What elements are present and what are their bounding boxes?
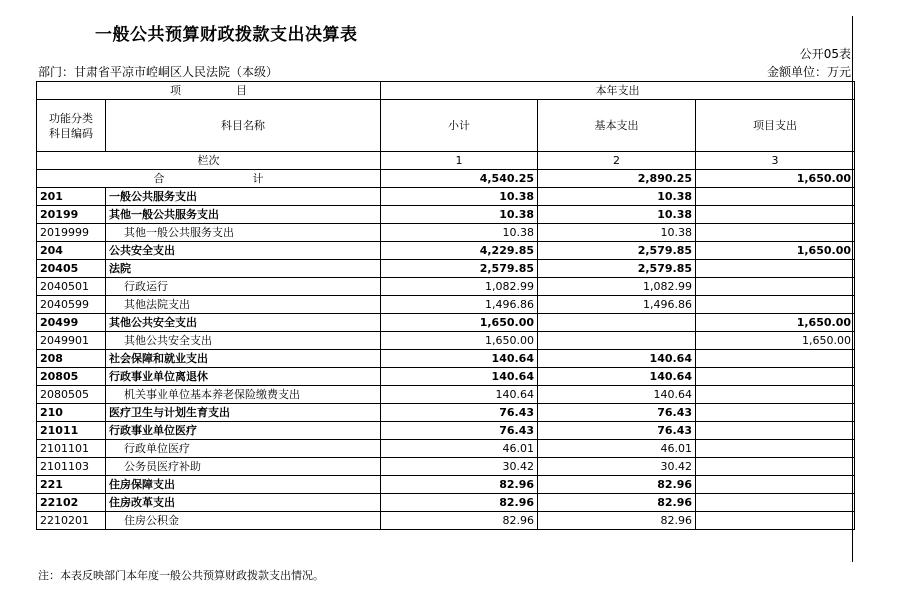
row-code: 2080505 — [37, 386, 106, 404]
table-row — [37, 188, 855, 206]
row-name: 行政单位医疗 — [106, 440, 381, 458]
column-sequence-row — [37, 152, 855, 170]
row-subtotal: 82.96 — [381, 494, 538, 512]
row-basic: 82.96 — [538, 476, 696, 494]
current-year-header: 本年支出 — [381, 82, 855, 100]
row-name: 其他一般公共服务支出 — [106, 206, 381, 224]
unit-label: 金额单位：万元 — [766, 65, 851, 79]
footnote: 注：本表反映部门本年度一般公共预算财政拨款支出情况。 — [38, 569, 324, 582]
row-project — [696, 476, 855, 494]
row-project — [696, 188, 855, 206]
table-row — [37, 314, 855, 332]
row-code: 20805 — [37, 368, 106, 386]
row-subtotal: 2,579.85 — [381, 260, 538, 278]
row-project — [696, 278, 855, 296]
row-name: 住房保障支出 — [106, 476, 381, 494]
row-subtotal: 10.38 — [381, 188, 538, 206]
row-code: 20405 — [37, 260, 106, 278]
table-row — [37, 278, 855, 296]
row-code: 210 — [37, 404, 106, 422]
row-code: 221 — [37, 476, 106, 494]
row-project — [696, 260, 855, 278]
table-row — [37, 368, 855, 386]
table-row — [37, 476, 855, 494]
row-project — [696, 350, 855, 368]
form-number: 公开05表 — [799, 47, 851, 61]
row-name: 住房改革支出 — [106, 494, 381, 512]
table-row — [37, 296, 855, 314]
row-subtotal: 140.64 — [381, 386, 538, 404]
basic-header: 基本支出 — [538, 100, 696, 152]
row-subtotal: 10.38 — [381, 224, 538, 242]
row-subtotal: 140.64 — [381, 368, 538, 386]
row-subtotal: 1,650.00 — [381, 332, 538, 350]
table-row — [37, 494, 855, 512]
table-row — [37, 404, 855, 422]
row-project: 1,650.00 — [696, 242, 855, 260]
row-name: 社会保障和就业支出 — [106, 350, 381, 368]
row-basic: 76.43 — [538, 422, 696, 440]
row-project — [696, 296, 855, 314]
row-project — [696, 440, 855, 458]
row-basic: 10.38 — [538, 224, 696, 242]
header-row-1 — [37, 82, 855, 100]
row-basic — [538, 332, 696, 350]
row-subtotal: 82.96 — [381, 476, 538, 494]
row-code: 2040599 — [37, 296, 106, 314]
row-project — [696, 404, 855, 422]
col3-number: 3 — [696, 152, 855, 170]
row-name: 其他一般公共服务支出 — [106, 224, 381, 242]
table-row — [37, 242, 855, 260]
row-code: 21011 — [37, 422, 106, 440]
row-name: 行政事业单位离退休 — [106, 368, 381, 386]
header-row-2 — [37, 100, 855, 152]
col2-number: 2 — [538, 152, 696, 170]
row-project — [696, 386, 855, 404]
row-project — [696, 494, 855, 512]
row-subtotal: 1,496.86 — [381, 296, 538, 314]
total-project: 1,650.00 — [696, 170, 855, 188]
expenditure-table — [36, 81, 855, 530]
row-name: 医疗卫生与计划生育支出 — [106, 404, 381, 422]
row-name: 其他公共安全支出 — [106, 314, 381, 332]
row-project — [696, 224, 855, 242]
row-project: 1,650.00 — [696, 332, 855, 350]
row-code: 22102 — [37, 494, 106, 512]
func-code-header-text: 功能分类 科目编码 — [49, 111, 93, 140]
subject-name-header: 科目名称 — [106, 100, 381, 152]
row-name: 其他法院支出 — [106, 296, 381, 314]
row-basic: 1,496.86 — [538, 296, 696, 314]
column-sequence-label: 栏次 — [37, 152, 381, 170]
department-label: 部门：甘肃省平凉市崆峒区人民法院（本级） — [38, 65, 279, 79]
row-subtotal: 76.43 — [381, 404, 538, 422]
row-name: 其他公共安全支出 — [106, 332, 381, 350]
row-basic: 76.43 — [538, 404, 696, 422]
row-project — [696, 206, 855, 224]
table-row — [37, 422, 855, 440]
item-header: 项 目 — [37, 82, 381, 100]
row-basic: 46.01 — [538, 440, 696, 458]
row-basic: 1,082.99 — [538, 278, 696, 296]
row-project — [696, 458, 855, 476]
table-row — [37, 512, 855, 530]
table-row — [37, 206, 855, 224]
row-basic: 140.64 — [538, 386, 696, 404]
row-name: 法院 — [106, 260, 381, 278]
row-subtotal: 1,650.00 — [381, 314, 538, 332]
row-name: 机关事业单位基本养老保险缴费支出 — [106, 386, 381, 404]
table-row — [37, 350, 855, 368]
row-project — [696, 368, 855, 386]
row-code: 2101103 — [37, 458, 106, 476]
row-basic — [538, 314, 696, 332]
row-code: 20199 — [37, 206, 106, 224]
page-title: 一般公共预算财政拨款支出决算表 — [95, 25, 358, 45]
row-name: 公务员医疗补助 — [106, 458, 381, 476]
row-subtotal: 4,229.85 — [381, 242, 538, 260]
row-basic: 30.42 — [538, 458, 696, 476]
col1-number: 1 — [381, 152, 538, 170]
row-basic: 10.38 — [538, 206, 696, 224]
table-row — [37, 224, 855, 242]
row-subtotal: 10.38 — [381, 206, 538, 224]
row-subtotal: 46.01 — [381, 440, 538, 458]
row-code: 20499 — [37, 314, 106, 332]
row-code: 2210201 — [37, 512, 106, 530]
row-basic: 2,579.85 — [538, 242, 696, 260]
row-code: 2040501 — [37, 278, 106, 296]
table-row — [37, 332, 855, 350]
table-row — [37, 458, 855, 476]
total-basic: 2,890.25 — [538, 170, 696, 188]
row-project — [696, 512, 855, 530]
total-row — [37, 170, 855, 188]
row-basic: 140.64 — [538, 368, 696, 386]
total-subtotal: 4,540.25 — [381, 170, 538, 188]
subtotal-header: 小计 — [381, 100, 538, 152]
row-code: 204 — [37, 242, 106, 260]
row-code: 2019999 — [37, 224, 106, 242]
table-row — [37, 386, 855, 404]
row-subtotal: 1,082.99 — [381, 278, 538, 296]
row-code: 2049901 — [37, 332, 106, 350]
project-header: 项目支出 — [696, 100, 855, 152]
total-label: 合 计 — [37, 170, 381, 188]
table-row — [37, 440, 855, 458]
row-subtotal: 76.43 — [381, 422, 538, 440]
row-code: 208 — [37, 350, 106, 368]
row-name: 住房公积金 — [106, 512, 381, 530]
row-subtotal: 140.64 — [381, 350, 538, 368]
row-name: 行政运行 — [106, 278, 381, 296]
row-project: 1,650.00 — [696, 314, 855, 332]
table-row — [37, 260, 855, 278]
row-name: 一般公共服务支出 — [106, 188, 381, 206]
row-basic: 2,579.85 — [538, 260, 696, 278]
row-code: 201 — [37, 188, 106, 206]
row-project — [696, 422, 855, 440]
row-name: 行政事业单位医疗 — [106, 422, 381, 440]
row-subtotal: 82.96 — [381, 512, 538, 530]
row-basic: 140.64 — [538, 350, 696, 368]
func-code-header — [37, 100, 106, 152]
row-name: 公共安全支出 — [106, 242, 381, 260]
row-basic: 82.96 — [538, 512, 696, 530]
row-subtotal: 30.42 — [381, 458, 538, 476]
row-basic: 10.38 — [538, 188, 696, 206]
row-code: 2101101 — [37, 440, 106, 458]
row-basic: 82.96 — [538, 494, 696, 512]
